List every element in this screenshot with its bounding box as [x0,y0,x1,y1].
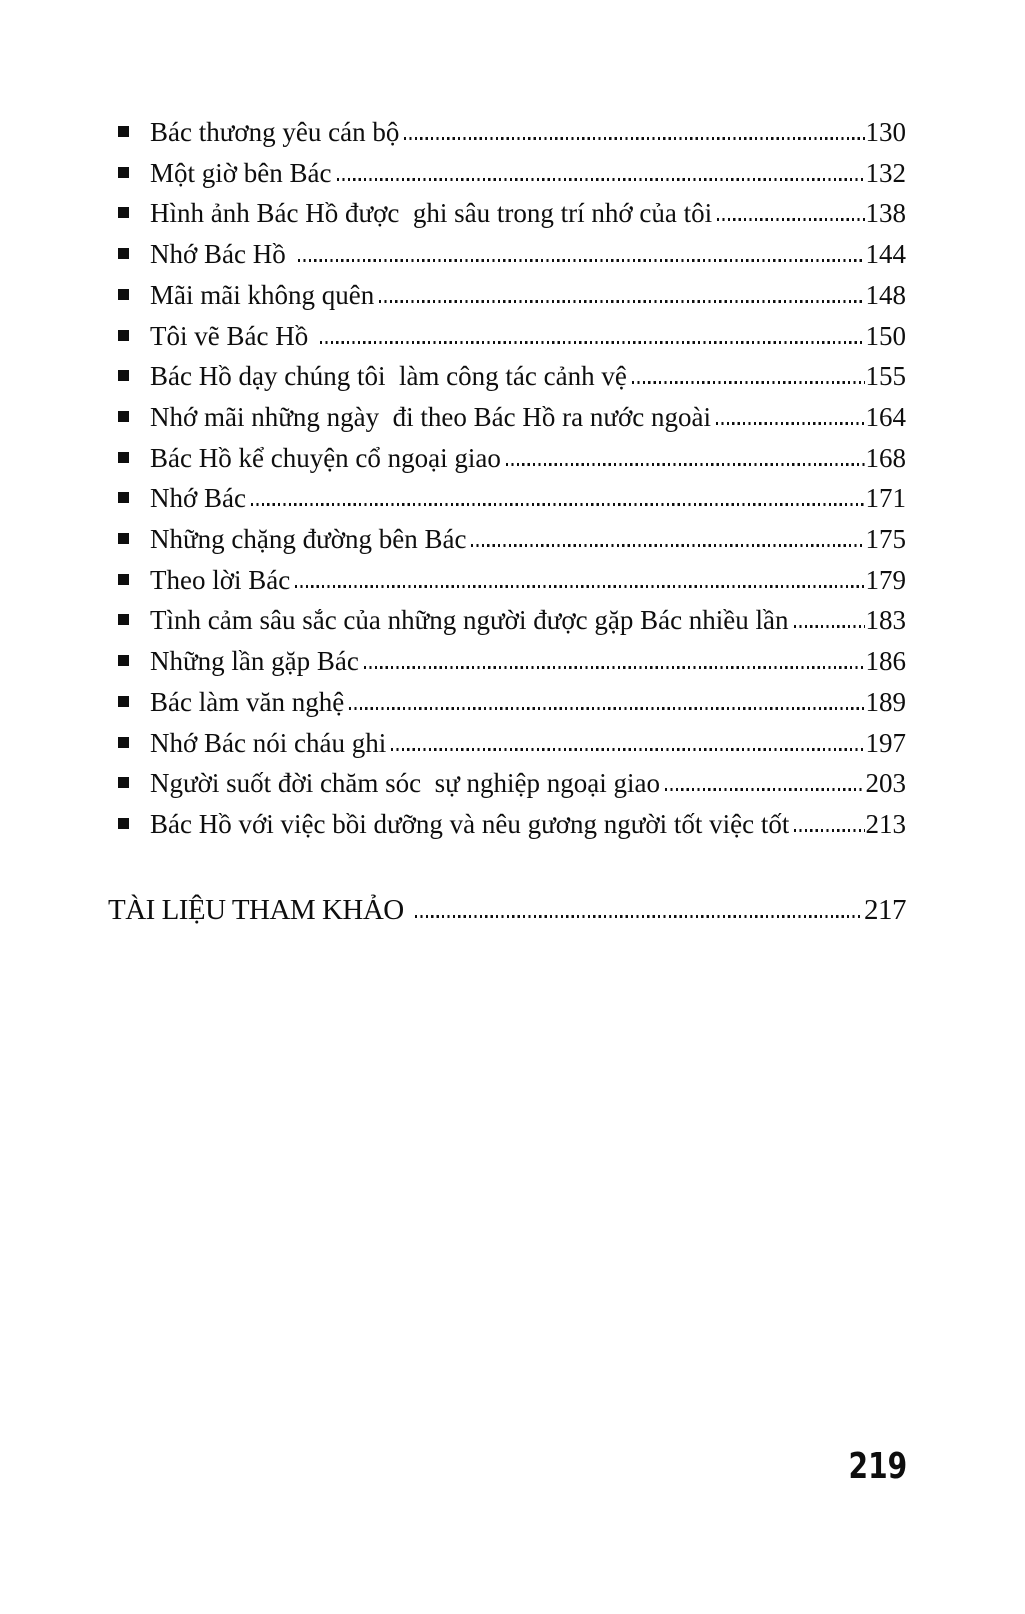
toc-item-title: Người suốt đời chăm sóc sự nghiệp ngoại giao [150,768,661,799]
toc-item-page: 183 [865,605,906,636]
bullet-square-icon [118,248,129,259]
toc-item [108,234,906,275]
dot-leader [298,259,865,262]
toc-item-title: Nhớ Bác nói cháu ghi [150,727,387,758]
toc-item [108,641,906,682]
bullet-square-icon [118,777,129,788]
toc-item-page: 144 [865,239,906,270]
dot-leader [404,137,864,140]
toc-item-title: Những chặng đường bên Bác [150,524,467,555]
toc-item-title: Một giờ bên Bác [150,157,332,188]
toc-item-title: Theo lời Bác [150,564,291,595]
toc-item-title: Nhớ mãi những ngày đi theo Bác Hồ ra nước ngoài [150,401,711,432]
toc-item [108,438,906,479]
bullet-square-icon [118,655,129,666]
toc-reference-row [108,890,906,931]
toc-item-title: Hình ảnh Bác Hồ được ghi sâu trong trí nhớ của tôi [150,198,713,229]
bullet-square-icon [118,411,129,422]
toc-item-page: 171 [865,483,906,514]
toc-item-page: 138 [865,198,906,229]
bullet-square-icon [118,289,129,300]
dot-leader [415,915,863,918]
bullet-square-icon [118,574,129,585]
bullet-square-icon [118,370,129,381]
toc-item-title: Bác Hồ dạy chúng tôi làm công tác cảnh vệ [150,361,627,392]
dot-leader [337,178,865,181]
dot-leader [251,503,864,506]
dot-leader [717,218,864,221]
toc-item-title: Bác thương yêu cán bộ [150,117,400,147]
toc-item-page: 175 [865,524,906,555]
toc-item [108,723,906,764]
dot-leader [349,707,864,710]
bullet-square-icon [118,533,129,544]
dot-leader [665,788,864,791]
toc-item [108,519,906,560]
toc-item [108,600,906,641]
dot-leader [364,666,865,669]
toc-item-title: Bác Hồ kể chuyện cổ ngoại giao [150,442,501,473]
dot-leader [391,748,864,751]
toc-reference-title: TÀI LIỆU THAM KHẢO [108,893,411,926]
bullet-square-icon [118,207,129,218]
toc-reference-page: 217 [864,893,906,926]
toc-item-page: 150 [865,320,906,351]
toc-item-title: Bác Hồ với việc bồi dưỡng và nêu gương người tốt việc tốt [150,808,790,839]
bullet-square-icon [118,167,129,178]
toc-item-page: 197 [865,727,906,758]
toc-item-page: 132 [865,157,906,188]
bullet-square-icon [118,614,129,625]
toc-item [108,804,906,845]
toc-item-page: 213 [865,808,906,839]
bullet-square-icon [118,818,129,829]
toc-item-title: Nhớ Bác Hồ [150,239,293,270]
bullet-square-icon [118,126,129,137]
toc-item [108,193,906,234]
toc-item-page: 155 [865,361,906,392]
toc-item [108,478,906,519]
toc-item [108,682,906,723]
dot-leader [794,625,865,628]
dot-leader [506,463,865,466]
toc-item-page: 189 [865,686,906,717]
toc-item-title: Bác làm văn nghệ [150,686,345,717]
toc-item [108,112,906,153]
toc-item-page: 186 [865,646,906,677]
toc-item-page: 179 [865,564,906,595]
bullet-square-icon [118,452,129,463]
bullet-square-icon [118,330,129,341]
toc-item-page: 203 [865,768,906,799]
toc-item-page: 164 [865,401,906,432]
toc-item [108,763,906,804]
toc-item-page: 148 [865,279,906,310]
bullet-square-icon [118,737,129,748]
toc-item [108,316,906,357]
toc-item [108,356,906,397]
toc-item-title: Mãi mãi không quên [150,279,375,310]
toc-item-title: Những lần gặp Bác [150,646,359,677]
dot-leader [379,300,864,303]
toc-item [108,397,906,438]
toc-item-title: Tôi vẽ Bác Hồ [150,320,315,351]
bullet-square-icon [118,696,129,707]
dot-leader [632,381,865,384]
toc-item-page: 168 [865,442,906,473]
toc-item [108,560,906,601]
dot-leader [320,341,865,344]
page-number: 219 [848,1446,907,1487]
toc-item [108,153,906,194]
bullet-square-icon [118,492,129,503]
toc-item-title: Tình cảm sâu sắc của những người được gặp Bác nhiều lần [150,605,789,636]
toc-item-title: Nhớ Bác [150,483,247,514]
dot-leader [471,544,864,547]
toc-item-page: 130 [865,117,906,147]
toc-item [108,275,906,316]
dot-leader [794,829,864,832]
toc-list [108,112,906,930]
dot-leader [716,422,865,425]
dot-leader [295,585,864,588]
